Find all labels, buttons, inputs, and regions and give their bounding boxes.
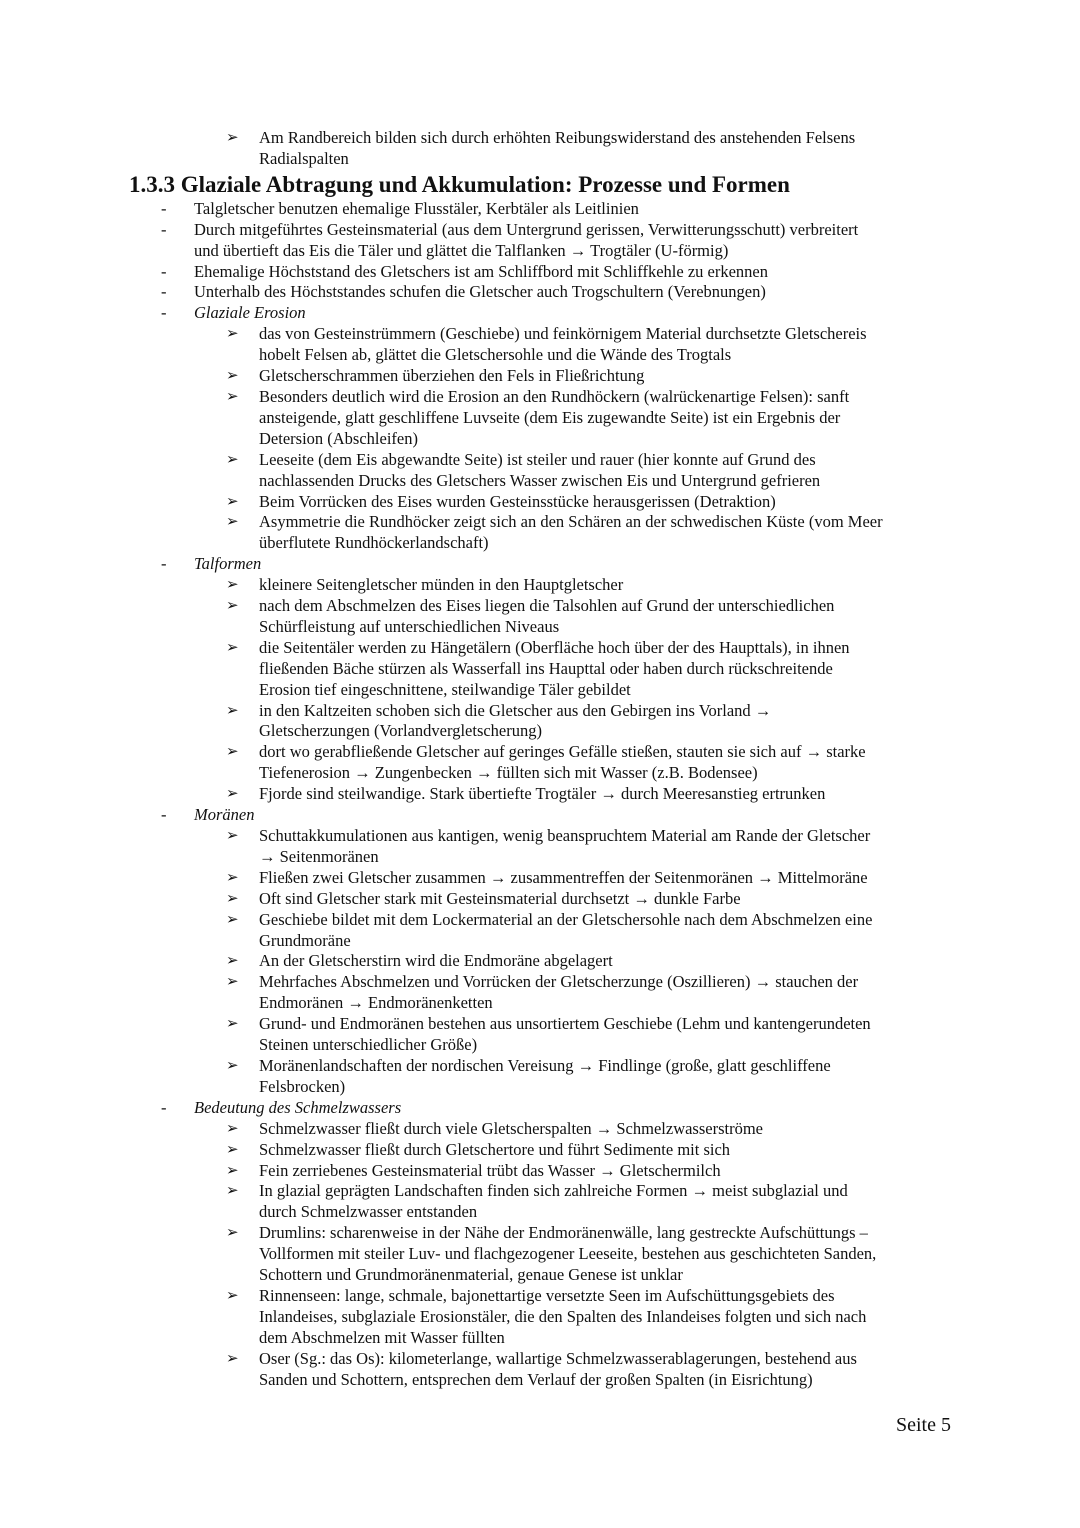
arrow-bullet-icon: ➢	[226, 451, 239, 468]
bullet-text-line: überflutete Rundhöckerlandschaft)	[259, 533, 489, 553]
bullet-text-line: Inlandeises, subglaziale Erosionstäler, die den Spalten des Inlandeises folgten und sich nach	[259, 1306, 867, 1326]
bullet-text-line: Radialspalten	[259, 148, 349, 168]
arrow-bullet-icon: ➢	[226, 911, 239, 928]
bullet-text-line: Leeseite (dem Eis abgewandte Seite) ist steiler und rauer (hier konnte auf Grund des	[259, 449, 816, 469]
arrow-bullet	[0, 492, 1080, 513]
dash-bullet-icon: -	[161, 261, 167, 281]
arrow-bullet-icon: ➢	[226, 639, 239, 656]
dash-bullet-icon: -	[161, 1097, 167, 1117]
bullet-text-line: nach dem Abschmelzen des Eises liegen die Talsohlen auf Grund der unterschiedlichen	[259, 596, 835, 616]
bullet-text-line: Grundmoräne	[259, 930, 351, 950]
arrow-bullet-icon: ➢	[226, 974, 239, 991]
arrow-bullet-icon: ➢	[226, 514, 239, 531]
bullet-text-line: Schuttakkumulationen aus kantigen, wenig beanspruchtem Material am Rande der Gletscher	[259, 826, 871, 845]
bullet-text-line: kleinere Seitengletscher münden in den Hauptgletscher	[259, 575, 624, 595]
arrow-bullet	[0, 638, 1080, 701]
arrow-bullet-icon: ➢	[226, 890, 239, 907]
bullet-text-line: Schottern und Grundmoränenmaterial, genaue Genese ist unklar	[259, 1265, 683, 1285]
dash-bullet	[0, 220, 1080, 262]
dash-bullet	[0, 262, 1080, 283]
arrow-bullet-icon: ➢	[226, 1350, 239, 1367]
arrow-bullet	[0, 826, 1080, 868]
arrow-bullet-icon: ➢	[226, 577, 239, 594]
bullet-text-line: Ehemalige Höchststand des Gletschers ist am Schliffbord mit Schliffkehle zu erkennen	[194, 261, 768, 281]
arrow-bullet-icon: ➢	[226, 1141, 239, 1158]
arrow-bullet	[0, 910, 1080, 952]
bullet-text-line: Besonders deutlich wird die Erosion an den Rundhöckern (walrückenartige Felsen): sanft	[259, 386, 850, 406]
arrow-bullet	[0, 784, 1080, 805]
bullet-text-line: Oser (Sg.: das Os): kilometerlange, wallartige Schmelzwasserablagerungen, bestehend aus	[259, 1348, 857, 1368]
arrow-bullet-icon: ➢	[226, 869, 239, 886]
bullet-text-line: ansteigende, glatt geschliffene Luvseite (dem Eis zugewandte Seite) ist ein Ergebnis der	[259, 407, 841, 427]
arrow-bullet	[0, 128, 1080, 170]
arrow-bullet	[0, 1056, 1080, 1098]
bullet-text-line: dem Abschmelzen mit Wasser füllten	[259, 1327, 505, 1347]
bullet-text-line: in den Kaltzeiten schoben sich die Gletscher aus den Gebirgen ins Vorland →	[259, 700, 772, 720]
bullet-text-line: fließenden Bäche stürzen als Wasserfall ins Haupttal oder haben durch rückschreitende	[259, 658, 833, 678]
arrow-bullet	[0, 450, 1080, 492]
arrow-bullet-icon: ➢	[226, 493, 239, 510]
section-title	[0, 1098, 1080, 1119]
section-heading: 1.3.3 Glaziale Abtragung und Akkumulation: Prozesse und Formen	[129, 171, 790, 197]
section-title	[0, 303, 1080, 324]
bullet-text-line: Grund- und Endmoränen bestehen aus unsortiertem Geschiebe (Lehm und kantengerundeten	[259, 1014, 871, 1034]
bullet-text-line: Sanden und Schottern, entsprechen dem Verlauf der großen Spalten (in Eisrichtung)	[259, 1369, 813, 1389]
bullet-text-line: Fjorde sind steilwandige. Stark übertiefte Trogtäler → durch Meeresanstieg ertrunken	[259, 784, 826, 804]
bullet-text-line: Durch mitgeführtes Gesteinsmaterial (aus dem Untergrund gerissen, Verwitterungsschutt) verbreitert	[194, 219, 859, 239]
bullet-text-line: Detersion (Abschleifen)	[259, 428, 418, 448]
arrow-bullet-icon: ➢	[226, 1120, 239, 1137]
section-title	[0, 554, 1080, 575]
page-content	[0, 128, 1080, 1390]
arrow-bullet	[0, 575, 1080, 596]
bullet-text-line: An der Gletscherstirn wird die Endmoräne abgelagert	[259, 951, 613, 971]
arrow-bullet	[0, 1119, 1080, 1140]
arrow-bullet-icon: ➢	[226, 1057, 239, 1074]
arrow-bullet-icon: ➢	[226, 368, 239, 385]
bullet-text-line: die Seitentäler werden zu Hängetälern (Oberfläche hoch über der des Haupttals), in ihnen	[259, 637, 850, 657]
bullet-text-line: Unterhalb des Höchststandes schufen die Gletscher auch Trogschultern (Verebnungen)	[194, 282, 766, 302]
arrow-bullet	[0, 1161, 1080, 1182]
arrow-bullet-icon: ➢	[226, 1016, 239, 1033]
bullet-text-line: Schmelzwasser fließt durch viele Gletscherspalten → Schmelzwasserströme	[259, 1118, 763, 1138]
bullet-text-line: Schürfleistung auf unterschiedlichen Niveaus	[259, 616, 560, 636]
bullet-text-line: Mehrfaches Abschmelzen und Vorrücken der Gletscherzunge (Oszillieren) → stauchen der	[259, 972, 859, 992]
arrow-bullet	[0, 1286, 1080, 1349]
dash-bullet-icon: -	[161, 303, 167, 323]
dash-bullet-icon: -	[161, 198, 167, 218]
arrow-bullet-icon: ➢	[226, 1287, 239, 1304]
bullet-text-line: Gletscherzungen (Vorlandvergletscherung)	[259, 721, 542, 741]
bullet-text-line: Fließen zwei Gletscher zusammen → zusammentreffen der Seitenmoränen → Mittelmoräne	[259, 867, 868, 887]
bullet-text-line: Oft sind Gletscher stark mit Gesteinsmaterial durchsetzt → dunkle Farbe	[259, 888, 741, 908]
arrow-bullet	[0, 1181, 1080, 1223]
bullet-text-line: Asymmetrie die Rundhöcker zeigt sich an den Schären an der schwedischen Küste (vom Meer	[259, 512, 883, 532]
dash-bullet-icon: -	[161, 282, 167, 302]
bullet-text-line: Gletscherschrammen überziehen den Fels in Fließrichtung	[259, 366, 645, 386]
bullet-text-line: Rinnenseen: lange, schmale, bajonettartige versetzte Seen im Aufschüttungsgebiets des	[259, 1285, 835, 1305]
section-title-text: Moränen	[194, 805, 255, 825]
arrow-bullet-icon: ➢	[226, 1162, 239, 1179]
dash-bullet-icon: -	[161, 805, 167, 825]
arrow-bullet	[0, 868, 1080, 889]
bullet-text-line: hobelt Felsen ab, glättet die Gletschersohle und die Wände des Trogtals	[259, 345, 732, 365]
bullet-text-line: Schmelzwasser fließt durch Gletschertore und führt Sedimente mit sich	[259, 1139, 731, 1159]
bullet-text-line: dort wo gerabfließende Gletscher auf geringes Gefälle stießen, stauten sie sich auf → starke	[259, 742, 866, 762]
bullet-text-line: Drumlins: scharenweise in der Nähe der Endmoränenwälle, lang gestreckte Aufschüttungs –	[259, 1223, 868, 1243]
arrow-bullet	[0, 366, 1080, 387]
arrow-bullet	[0, 1349, 1080, 1391]
arrow-bullet-icon: ➢	[226, 326, 239, 343]
bullet-text-line: Beim Vorrücken des Eises wurden Gesteinsstücke herausgerissen (Detraktion)	[259, 491, 776, 511]
bullet-text-line: Endmoränen → Endmoränenketten	[259, 993, 493, 1013]
section-title-text: Bedeutung des Schmelzwassers	[194, 1097, 402, 1117]
dash-bullet	[0, 282, 1080, 303]
bullet-text-line: Felsbrocken)	[259, 1076, 346, 1096]
section-title-text: Talformen	[194, 554, 262, 574]
bullet-text-line: das von Gesteinstrümmern (Geschiebe) und feinkörnigem Material durchsetzte Gletschereis	[259, 324, 867, 344]
arrow-bullet	[0, 889, 1080, 910]
bullet-text-line: Steinen unterschiedlicher Größe)	[259, 1035, 478, 1055]
arrow-bullet	[0, 951, 1080, 972]
bullet-text-line: Fein zerriebenes Gesteinsmaterial trübt das Wasser → Gletschermilch	[259, 1160, 721, 1180]
arrow-bullet	[0, 512, 1080, 554]
bullet-text-line: Geschiebe bildet mit dem Lockermaterial an der Gletschersohle nach dem Abschmelzen eine	[259, 909, 873, 929]
dash-bullet-icon: -	[161, 554, 167, 574]
dash-bullet-icon: -	[161, 219, 167, 239]
bullet-text-line: und übertieft das Eis die Täler und glättet die Talflanken → Trogtäler (U-förmig)	[194, 240, 729, 260]
section-title	[0, 805, 1080, 826]
arrow-bullet	[0, 387, 1080, 450]
arrow-bullet	[0, 701, 1080, 743]
bullet-text-line: nachlassenden Drucks des Gletschers Wasser zwischen Eis und Untergrund gefrieren	[259, 470, 821, 490]
bullet-text-line: Erosion tief eingeschnittene, steilwandige Täler gebildet	[259, 679, 631, 699]
arrow-bullet	[0, 1140, 1080, 1161]
arrow-bullet-icon: ➢	[226, 388, 239, 405]
arrow-bullet-icon: ➢	[226, 130, 239, 146]
arrow-bullet	[0, 972, 1080, 1014]
arrow-bullet	[0, 1014, 1080, 1056]
arrow-bullet	[0, 742, 1080, 784]
dash-bullet	[0, 199, 1080, 220]
bullet-text-line: In glazial geprägten Landschaften finden sich zahlreiche Formen → meist subglazial und	[259, 1181, 848, 1201]
arrow-bullet-icon: ➢	[226, 1225, 239, 1242]
page-number: Seite 5	[896, 1414, 951, 1436]
section-title-text: Glaziale Erosion	[194, 303, 306, 323]
bullet-text-line: durch Schmelzwasser entstanden	[259, 1202, 478, 1222]
bullet-text-line: Moränenlandschaften der nordischen Vereisung → Findlinge (große, glatt geschliffene	[259, 1055, 831, 1075]
arrow-bullet	[0, 596, 1080, 638]
arrow-bullet	[0, 1223, 1080, 1286]
bullet-text-line: Talgletscher benutzen ehemalige Flusstäler, Kerbtäler als Leitlinien	[194, 198, 639, 218]
arrow-bullet-icon: ➢	[226, 744, 239, 761]
bullet-text-line: Tiefenerosion → Zungenbecken → füllten sich mit Wasser (z.B. Bodensee)	[259, 763, 758, 783]
arrow-bullet-icon: ➢	[226, 702, 239, 719]
arrow-bullet	[0, 324, 1080, 366]
arrow-bullet-icon: ➢	[226, 1183, 239, 1200]
arrow-bullet-icon: ➢	[226, 953, 239, 970]
bullet-text-line: Vollformen mit steiler Luv- und flachgezogener Leeseite, bestehen aus geschichteten Sanden,	[259, 1244, 877, 1264]
arrow-bullet-icon: ➢	[226, 598, 239, 615]
arrow-bullet-icon: ➢	[226, 828, 239, 844]
bullet-text-line: Am Randbereich bilden sich durch erhöhten Reibungswiderstand des anstehenden Felsens	[259, 128, 856, 147]
bullet-text-line: → Seitenmoränen	[259, 846, 379, 866]
arrow-bullet-icon: ➢	[226, 786, 239, 803]
